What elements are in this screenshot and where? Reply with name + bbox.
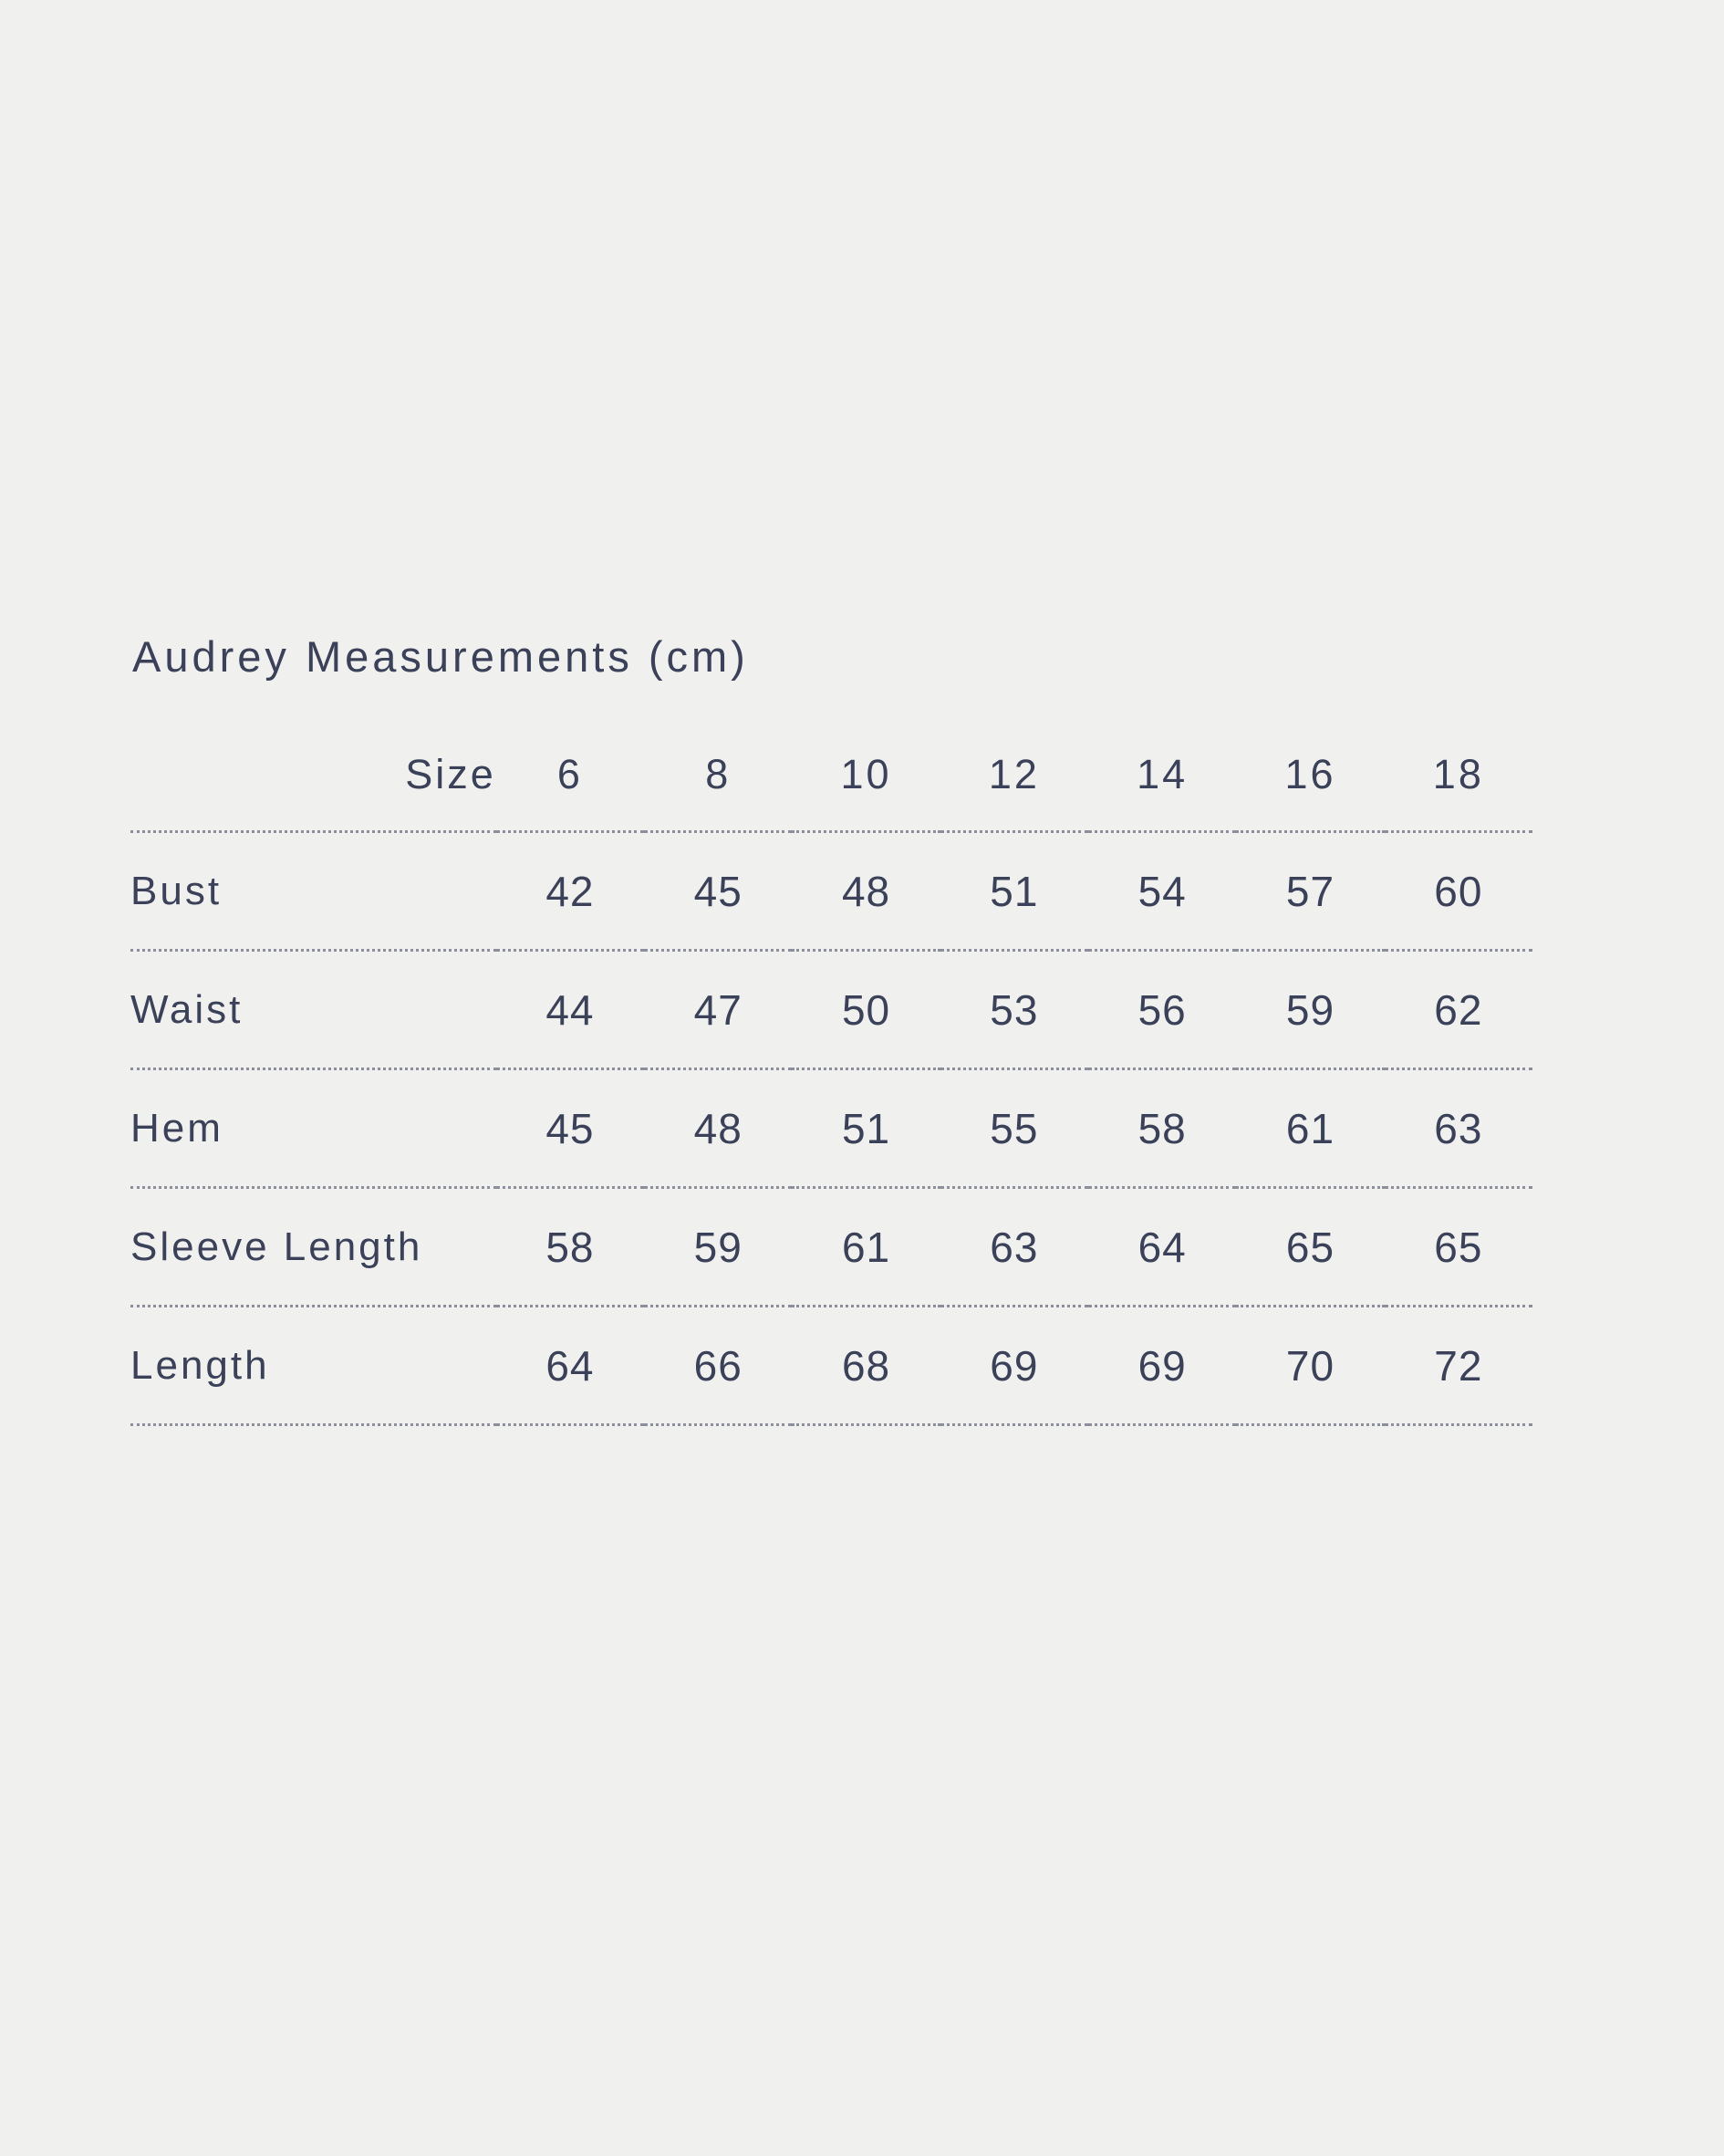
measurement-cell: 64	[1088, 1188, 1236, 1307]
measurement-cell: 51	[940, 832, 1088, 951]
row-label-hem: Hem	[130, 1069, 496, 1188]
measurement-cell: 63	[940, 1188, 1088, 1307]
measurement-cell: 53	[940, 951, 1088, 1069]
measurement-cell: 44	[496, 951, 644, 1069]
measurement-cell: 62	[1385, 951, 1532, 1069]
measurement-cell: 65	[1385, 1188, 1532, 1307]
column-header-12: 12	[940, 719, 1088, 832]
measurement-cell: 64	[496, 1307, 644, 1425]
measurement-cell: 59	[644, 1188, 792, 1307]
row-label-length: Length	[130, 1307, 496, 1425]
column-header-18: 18	[1385, 719, 1532, 832]
measurement-cell: 69	[940, 1307, 1088, 1425]
measurement-cell: 58	[496, 1188, 644, 1307]
measurement-cell: 59	[1236, 951, 1384, 1069]
measurement-cell: 45	[644, 832, 792, 951]
measurement-cell: 47	[644, 951, 792, 1069]
table-row-sleeve-length	[130, 1188, 1532, 1307]
measurement-cell: 61	[1236, 1069, 1384, 1188]
measurement-cell: 55	[940, 1069, 1088, 1188]
measurement-cell: 56	[1088, 951, 1236, 1069]
measurement-cell: 60	[1385, 832, 1532, 951]
measurement-cell: 65	[1236, 1188, 1384, 1307]
table-row-length	[130, 1307, 1532, 1425]
column-header-14: 14	[1088, 719, 1236, 832]
measurement-cell: 63	[1385, 1069, 1532, 1188]
measurement-cell: 45	[496, 1069, 644, 1188]
measurement-cell: 66	[644, 1307, 792, 1425]
column-header-size: Size	[130, 719, 496, 832]
table-row-waist	[130, 951, 1532, 1069]
measurement-cell: 58	[1088, 1069, 1236, 1188]
measurement-cell: 50	[792, 951, 940, 1069]
table-row-bust	[130, 832, 1532, 951]
measurement-cell: 48	[644, 1069, 792, 1188]
measurement-cell: 70	[1236, 1307, 1384, 1425]
column-header-10: 10	[792, 719, 940, 832]
measurement-cell: 42	[496, 832, 644, 951]
measurement-cell: 54	[1088, 832, 1236, 951]
measurement-cell: 61	[792, 1188, 940, 1307]
measurement-cell: 69	[1088, 1307, 1236, 1425]
column-header-16: 16	[1236, 719, 1384, 832]
column-header-6: 6	[496, 719, 644, 832]
measurement-cell: 51	[792, 1069, 940, 1188]
column-header-8: 8	[644, 719, 792, 832]
row-label-waist: Waist	[130, 951, 496, 1069]
page-title: Audrey Measurements (cm)	[132, 632, 749, 681]
row-label-sleeve-length: Sleeve Length	[130, 1188, 496, 1307]
measurement-cell: 68	[792, 1307, 940, 1425]
table-row-hem	[130, 1069, 1532, 1188]
table-header-row	[130, 719, 1532, 832]
size-chart-table	[130, 719, 1532, 1426]
measurement-cell: 72	[1385, 1307, 1532, 1425]
row-label-bust: Bust	[130, 832, 496, 951]
measurement-cell: 57	[1236, 832, 1384, 951]
measurement-cell: 48	[792, 832, 940, 951]
